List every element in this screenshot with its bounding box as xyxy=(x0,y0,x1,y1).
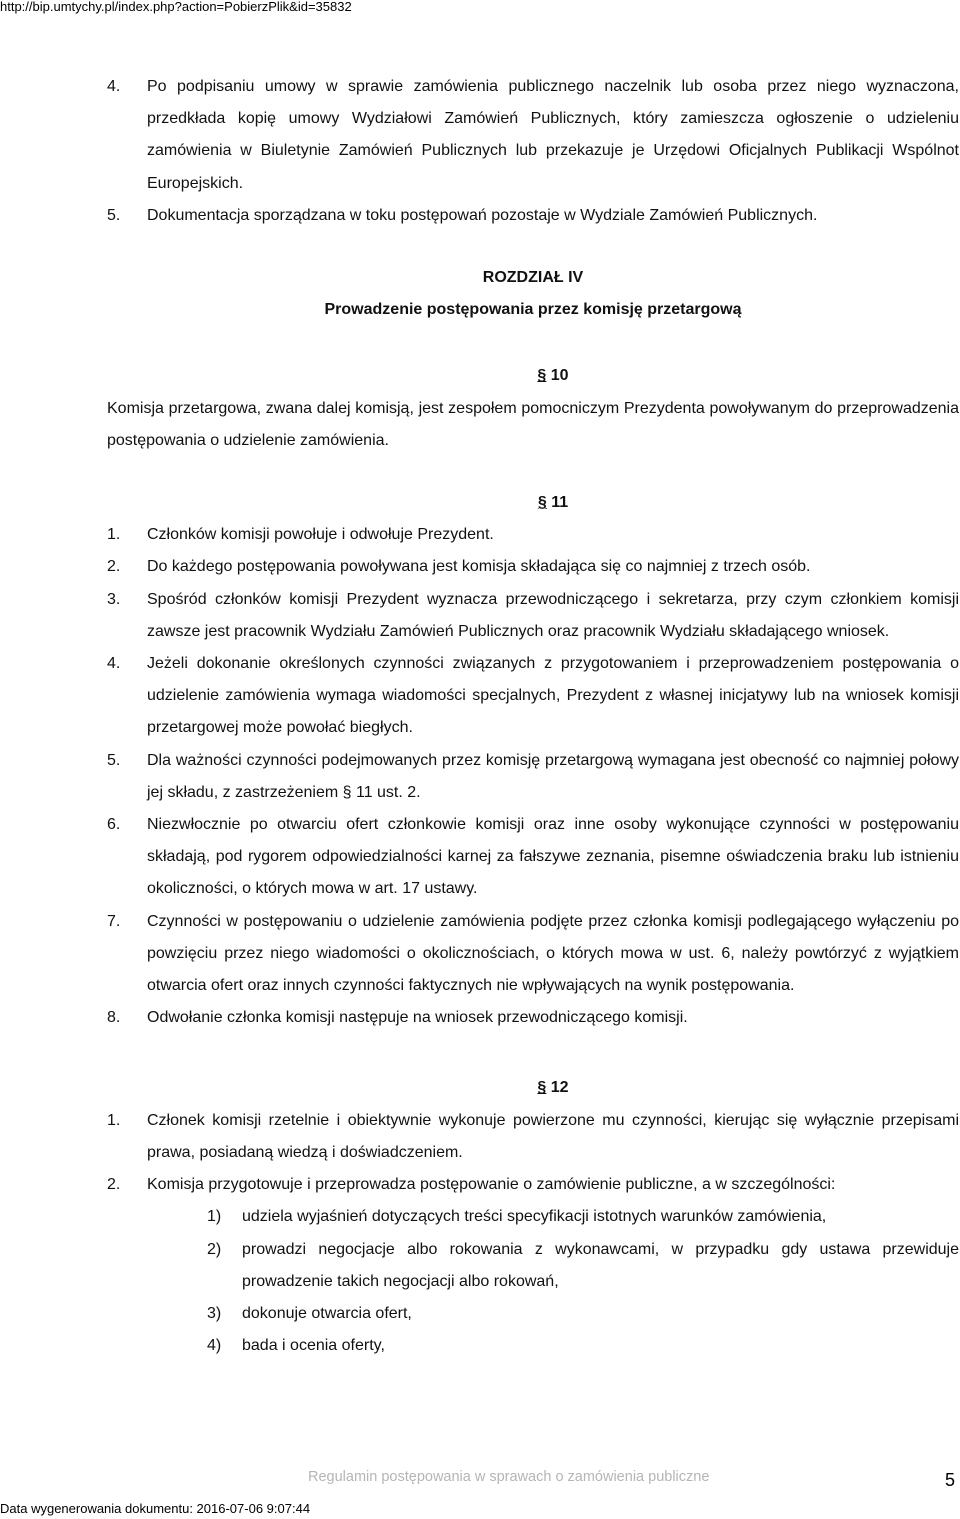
sub-item-number: 1) xyxy=(207,1208,222,1226)
section-heading-12 xyxy=(147,1072,959,1104)
item-text: Komisja przygotowuje i przeprowadza postępowanie o zamówienie publiczne, a w szczególności: xyxy=(147,1176,836,1194)
list-item xyxy=(107,519,959,551)
list-item xyxy=(107,584,959,648)
item-text: Dokumentacja sporządzana w toku postępowań pozostaje w Wydziale Zamówień Publicznych. xyxy=(147,206,818,224)
sub-item-text: bada i ocenia oferty, xyxy=(242,1337,385,1355)
list-item xyxy=(107,71,959,200)
item-number: 7. xyxy=(107,912,121,930)
sub-item-number: 3) xyxy=(207,1304,222,1322)
list-item xyxy=(107,745,959,809)
item-number: 6. xyxy=(107,816,121,834)
item-text: Po podpisaniu umowy w sprawie zamówienia publicznego naczelnik lub osoba przez niego wyznaczona, przedkłada kopię umowy Wydziałowi Zamówień Publicznych, który zamieszcza ogłoszenie o udzieleniu zamówienia w Biuletynie Zamówień Publicznych lub przekazuje je Urzędowi Oficjalnych Publikacji Wspólnot Europejskich. xyxy=(147,78,959,192)
sub-list-item xyxy=(207,1298,959,1330)
chapter-subtitle: Prowadzenie postępowania przez komisję przetargową xyxy=(324,301,742,319)
footer-document-title: Regulamin postępowania w sprawach o zamówienia publiczne xyxy=(308,1469,710,1485)
section-heading-11 xyxy=(147,487,959,519)
list-item xyxy=(107,809,959,906)
item-text: Członek komisji rzetelnie i obiektywnie wykonuje powierzone mu czynności, kierując się wyłącznie przepisami prawa, posiadaną wiedzą i doświadczeniem. xyxy=(147,1111,959,1161)
item-text: Jeżeli dokonanie określonych czynności związanych z przygotowaniem i przeprowadzeniem postępowania o udzielenie zamówienia wymaga wiadomości specjalnych, Prezydent z własnej inicjatywy lub na wniosek komisji przetargowej może powołać biegłych. xyxy=(147,655,959,737)
list-item xyxy=(107,200,959,232)
sub-list-item xyxy=(207,1201,959,1233)
section-sign: § xyxy=(537,1079,547,1097)
item-text: Spośród członków komisji Prezydent wyznacza przewodniczącego i sekretarza, przy czym członkiem komisji zawsze jest pracownik Wydziału Zamówień Publicznych oraz pracownik Wydziału składającego wniosek. xyxy=(147,590,959,640)
item-text: Niezwłocznie po otwarciu ofert członkowie komisji oraz inne osoby wykonujące czynności w postępowaniu składają, pod rygorem odpowiedzialności karnej za fałszywe zeznania, pisemne oświadczenia braku lub istnieniu okoliczności, o których mowa w art. 17 ustawy. xyxy=(147,816,959,898)
list-item xyxy=(107,906,959,1003)
item-text: Dla ważności czynności podejmowanych przez komisję przetargową wymagana jest obecność co najmniej połowy jej składu, z zastrzeżeniem § 11 ust. 2. xyxy=(147,751,959,801)
sub-item-number: 4) xyxy=(207,1337,222,1355)
item-number: 1. xyxy=(107,526,121,544)
section-number: 11 xyxy=(551,494,569,512)
item-number: 8. xyxy=(107,1009,121,1027)
generation-date: Data wygenerowania dokumentu: 2016-07-06 9:07:44 xyxy=(0,1501,311,1516)
item-number: 2. xyxy=(107,558,121,576)
sub-item-text: dokonuje otwarcia ofert, xyxy=(242,1304,412,1322)
list-item xyxy=(107,551,959,583)
page-number: 5 xyxy=(945,1470,956,1490)
sub-item-text: udziela wyjaśnień dotyczących treści specyfikacji istotnych warunków zamówienia, xyxy=(242,1208,827,1226)
item-number: 4. xyxy=(107,655,121,673)
item-text: Odwołanie członka komisji następuje na wniosek przewodniczącego komisji. xyxy=(147,1009,688,1027)
item-number: 5. xyxy=(107,206,121,224)
sub-item-number: 2) xyxy=(207,1240,222,1258)
item-number: 2. xyxy=(107,1176,121,1194)
list-item xyxy=(107,648,959,745)
document-body xyxy=(107,71,959,1362)
section-sign: § xyxy=(537,367,547,385)
item-number: 3. xyxy=(107,590,121,608)
item-number: 5. xyxy=(107,751,121,769)
list-item xyxy=(107,1169,959,1201)
section-10-paragraph: Komisja przetargowa, zwana dalej komisją, jest zespołem pomocniczym Prezydenta powoływanym do przeprowadzenia postępowania o udzielenie zamówienia. xyxy=(107,399,959,449)
item-number: 4. xyxy=(107,78,121,95)
item-text: Do każdego postępowania powoływana jest komisja składająca się co najmniej z trzech osób. xyxy=(147,558,811,576)
section-number: 12 xyxy=(550,1079,569,1097)
chapter-title: ROZDZIAŁ IV xyxy=(482,269,584,287)
list-item xyxy=(107,1002,959,1034)
section-number: 10 xyxy=(550,367,569,385)
sub-list-item xyxy=(207,1234,959,1298)
source-url: http://bip.umtychy.pl/index.php?action=PobierzPlik&id=35832 xyxy=(0,0,352,14)
sub-item-text: prowadzi negocjacje albo rokowania z wykonawcami, w przypadku gdy ustawa przewiduje prowadzenie takich negocjacji albo rokowań, xyxy=(242,1240,959,1290)
item-text: Członków komisji powołuje i odwołuje Prezydent. xyxy=(147,526,494,544)
section-heading-10 xyxy=(147,360,959,392)
sub-list-item xyxy=(207,1330,959,1362)
item-text: Czynności w postępowaniu o udzielenie zamówienia podjęte przez członka komisji podlegającego wyłączeniu po powzięciu przez niego wiadomości o okolicznościach, o których mowa w ust. 6, należy powtórzyć z wyjątkiem otwarcia ofert oraz innych czynności faktycznych nie wpływających na wynik postępowania. xyxy=(147,912,959,995)
list-item xyxy=(107,1105,959,1169)
item-number: 1. xyxy=(107,1111,121,1129)
section-sign: § xyxy=(537,494,547,512)
